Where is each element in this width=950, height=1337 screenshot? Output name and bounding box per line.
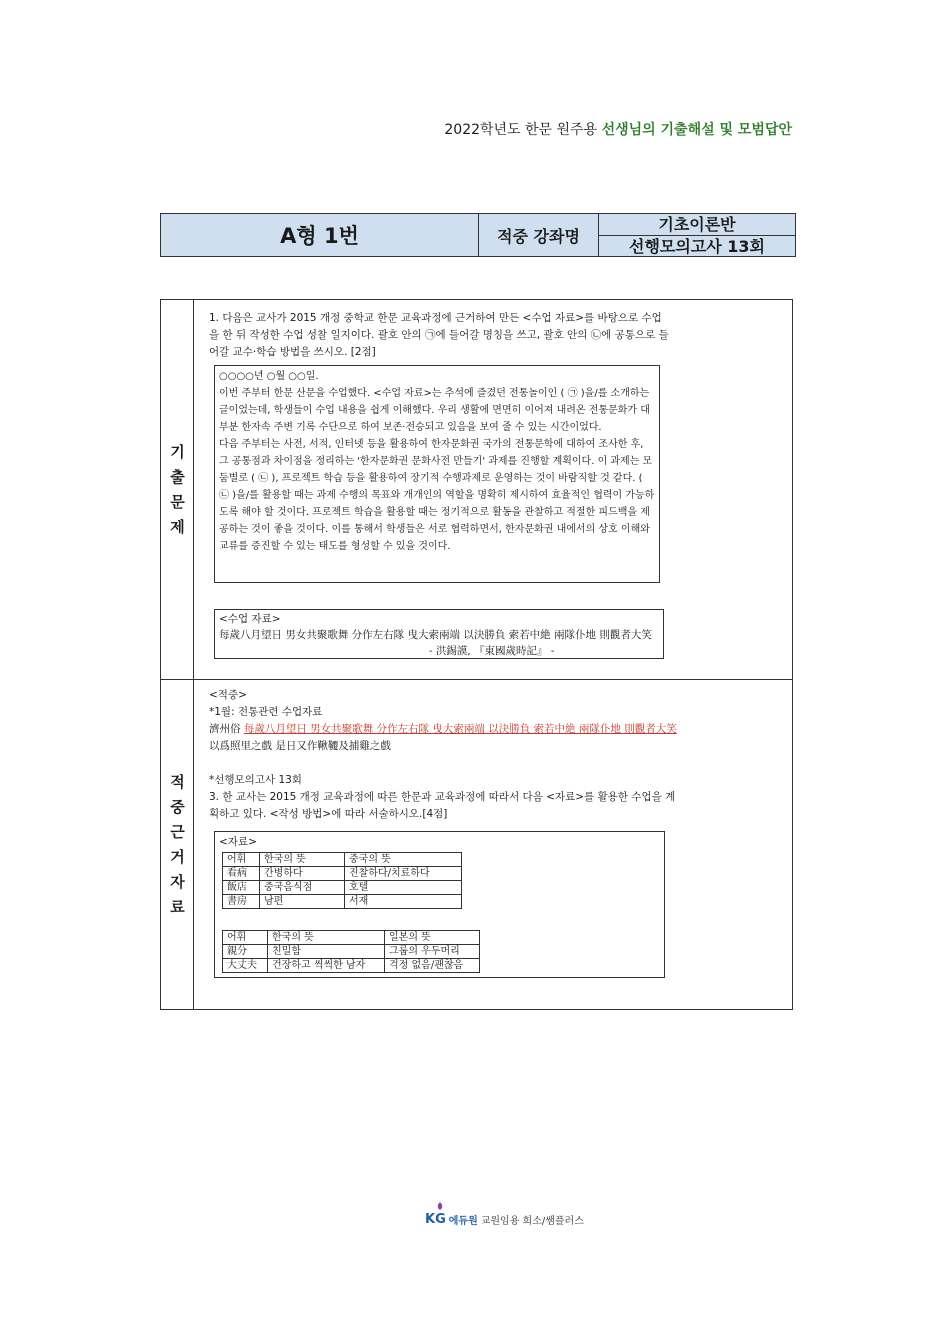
question1-prompt: 1. 다음은 교사가 2015 개정 중학교 한문 교육과정에 근거하여 만든 <수업 자료>를 바탕으로 수업을 한 뒤 작성한 수업 성찰 일지이다. 괄호 안의 ㉠에 들어갈 명칭을 쓰고, 괄호 안의 ㉡에 공통으로 들어갈 교수·학습 방법을 쓰시오. [2점] — [209, 312, 669, 358]
material-text: 每歲八月望日 男女共聚歌舞 分作左右隊 曳大索兩端 以決勝負 索若中絶 兩隊仆地 則觀者大笑 — [219, 629, 652, 641]
brand-mark-icon — [436, 1202, 444, 1214]
course-name-top: 기초이론반 — [599, 214, 795, 236]
page-header — [444, 119, 792, 139]
material-source: - 洪錫謨, 『東國歲時記』 - — [429, 645, 555, 657]
table-row: 大丈夫 건장하고 씩씩한 남자 걱정 없음/괜찮음 — [223, 959, 480, 973]
vocab-table-china — [222, 852, 462, 909]
title-bar — [160, 213, 796, 257]
table-row: 看病 간병하다 진찰하다/치료하다 — [223, 867, 462, 881]
header-highlight: 선생님의 기출해설 및 모범답안 — [601, 122, 792, 138]
evidence-item1-label: *1월: 전통관련 수업자료 — [209, 706, 323, 718]
evidence-passage: 濟州俗 每歲八月望日 男女共聚歌舞 分作左右隊 曳大索兩端 以決勝負 索若中絶 兩隊仆地 則觀者大笑 以爲照里之戲 是日又作鞦韆及捕雞之戲 — [209, 723, 677, 752]
table-row: 親分 친밀함 그룹의 우두머리 — [223, 945, 480, 959]
course-name-bottom: 선행모의고사 13회 — [628, 236, 766, 256]
org-name: 에듀원 — [448, 1216, 478, 1227]
journal-box — [214, 365, 660, 583]
item-title: A형 1번 — [161, 214, 479, 256]
vocab-material-title: <자료> — [219, 836, 257, 848]
course-name — [599, 214, 795, 256]
vocab-material-box — [214, 831, 665, 978]
brand-name: KG — [425, 1212, 446, 1227]
table-row: 어휘 한국의 뜻 일본의 뜻 — [223, 931, 480, 945]
section2-label: 적 중 근 거 자 료 — [170, 773, 185, 916]
footer-logo — [425, 1212, 584, 1227]
table-row: 어휘 한국의 뜻 중국의 뜻 — [223, 853, 462, 867]
journal-date: ○○○○년 ○월 ○○일. — [219, 371, 319, 382]
evidence-section — [209, 687, 679, 823]
content-frame — [160, 299, 793, 1010]
evidence-heading: <적중> — [209, 689, 247, 701]
evidence-item2-prompt: 3. 한 교사는 2015 개정 교육과정에 따른 한문과 교육과정에 따라서 다음 <자료>를 활용한 수업을 계획하고 있다. <작성 방법>에 따라 서술하시오.[4점] — [209, 791, 676, 820]
section-divider — [161, 679, 792, 680]
lesson-material-box — [214, 609, 664, 659]
section1-label: 기 출 문 제 — [170, 443, 185, 536]
journal-paragraph: 이번 주부터 한문 산문을 수업했다. <수업 자료>는 추석에 즐겼던 전통놀이인 ( ㉠ )을/를 소개하는 글이었는데, 학생들이 수업 내용을 쉽게 이해했다. 우리 생활에 면면히 이어져 내려온 전통문화가 대부분 한자속 주변 기록 수단으로 하여 보존·전승되고 있음을 보여 줄 수 있는 시간이었다. — [219, 388, 650, 433]
table-row: 書房 남편 서재 — [223, 895, 462, 909]
material-title: <수업 자료> — [219, 613, 281, 625]
course-label: 적중 강좌명 — [479, 214, 599, 256]
table-row: 飯店 중국음식점 호텔 — [223, 881, 462, 895]
footer-suffix: 교원임용 희소/쌤플러스 — [480, 1216, 584, 1227]
header-prefix: 2022학년도 한문 원주용 — [444, 122, 598, 138]
journal-paragraph: 다음 주부터는 사전, 서적, 인터넷 등을 활용하여 한자문화권 국가의 전통문학에 대하여 조사한 후, 그 공통점과 차이점을 정리하는 '한자문화권 문화사전 만들기' 과제를 진행할 계획이다. 이 과제는 모둠별로 ( ㉡ ), 프로젝트 학습 등을 활용하여 장기적 수행과제로 운영하는 것이 바람직할 것 같다. ( ㉡ )을/를 활용할 때는 과제 수행의 목표와 개개인의 역할을 명확히 제시하여 효율적인 협력이 가능하도록 해야 할 것이다. 프로젝트 학습을 활용할 때는 정기적으로 활동을 관찰하고 적절한 피드백을 제공하는 것이 좋을 것이다. 이를 통해서 학생들은 서로 협력하면서, 한자문화권 내에서의 상호 이해와 교류를 증진할 수 있는 태도를 형성할 수 있을 것이다. — [219, 439, 655, 552]
passage-highlight: 每歲八月望日 男女共聚歌舞 分作左右隊 曳大索兩端 以決勝負 索若中絶 兩隊仆地 則觀者大笑 — [243, 723, 677, 735]
vocab-table-japan — [222, 930, 480, 973]
evidence-item2-label: *선행모의고사 13회 — [209, 774, 302, 786]
